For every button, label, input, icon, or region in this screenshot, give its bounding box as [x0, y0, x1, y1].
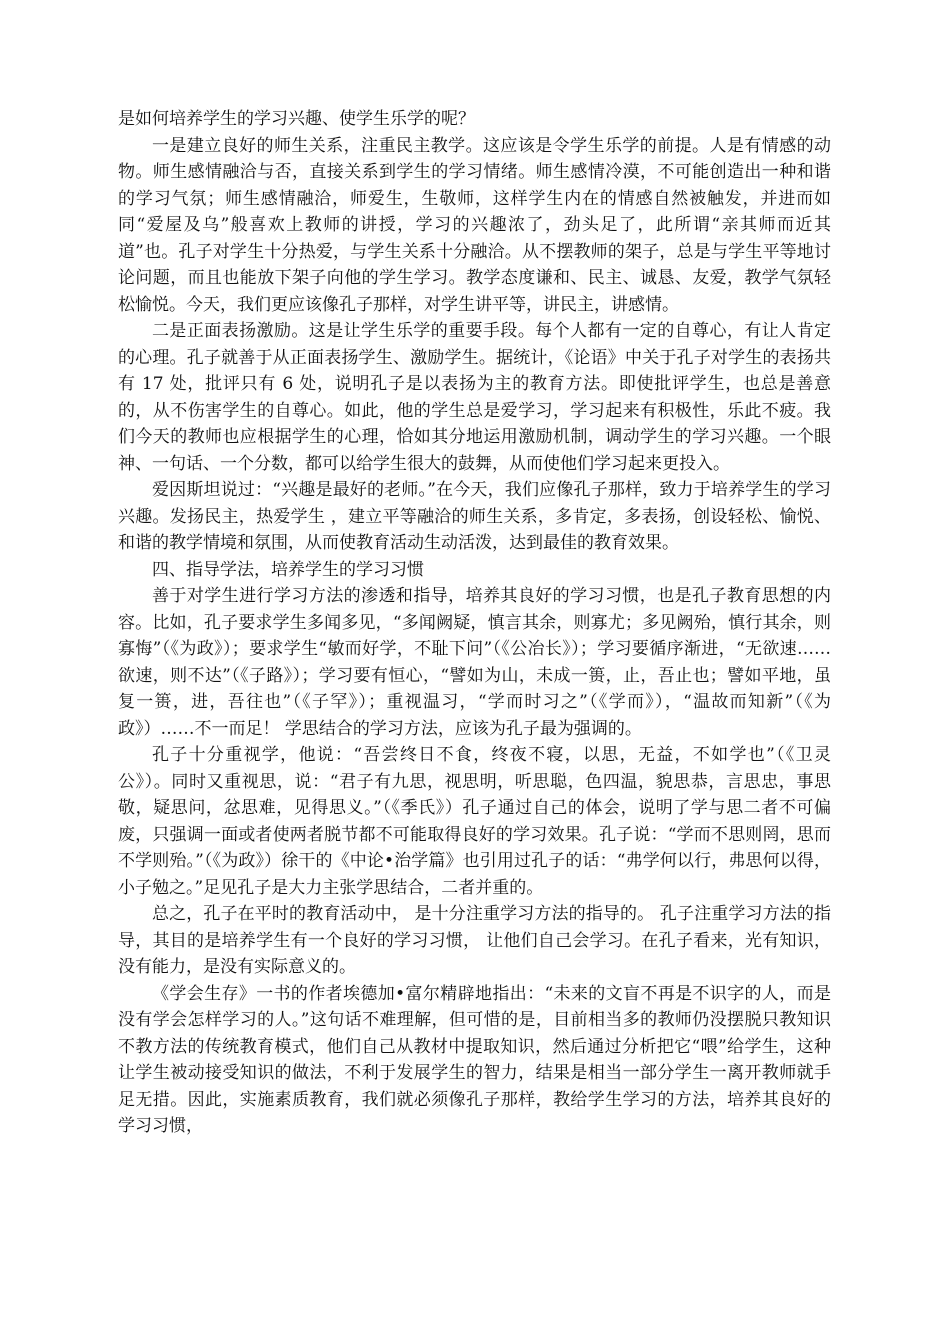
paragraph-learning-and-thinking: 孔子十分重视学，他说：“吾尝终日不食，终夜不寝，以思，无益，不如学也”（《卫灵公》）。同时又重视思，说：“君子有九思，视思明，听思聪，色四温，貌思恭，言思忠，事思敬，疑思问，忿思难，见得思义。”（《季氏》）孔子通过自己的体会，说明了学与思二者不可偏废，只强调一面或者使两者脱节都不可能取得良好的学习效果。孔子说：“学而不思则罔，思而不学则殆。”（《为政》）徐干的《中论•治学篇》也引用过孔子的话：“弗学何以行，弗思何以得，小子勉之。”足见孔子是大力主张学思结合，二者并重的。 [118, 745, 831, 898]
paragraph-einstein-quote: 爱因斯坦说过：“兴趣是最好的老师。”在今天，我们应像孔子那样，致力于培养学生的学习兴趣。发扬民主，热爱学生 ，建立平等融洽的师生关系，多肯定，多表扬，创设轻松、愉悦、和谐的教学情境和氛围，从而使教育活动生动活泼，达到最佳的教育效果。 [118, 480, 831, 553]
paragraph-learning-to-be: 《学会生存》一书的作者埃德加•富尔精辟地指出：“未来的文盲不再是不识字的人，而是没有学会怎样学习的人。”这句话不难理解，但可惜的是，目前相当多的教师仍没摆脱只教知识不教方法的传统教育模式，他们自己从教材中提取知识，然后通过分析把它“喂”给学生，这种让学生被动接受知识的做法，不利于发展学生的智力，结果是相当一部分学生一离开教师就手足无措。因此，实施素质教育，我们就必须像孔子那样，教给学生学习的方法，培养其良好的学习习惯， [118, 983, 831, 1136]
paragraph-summary: 总之，孔子在平时的教育活动中， 是十分注重学习方法的指导的。 孔子注重学习方法的指导，其目的是培养学生有一个良好的学习习惯， 让他们自己会学习。在孔子看来，光有知识，没有能力，是没有实际意义的。 [118, 904, 831, 977]
paragraph-praise-encouragement: 二是正面表扬激励。这是让学生乐学的重要手段。每个人都有一定的自尊心，有让人肯定的心理。孔子就善于从正面表扬学生、激励学生。据统计，《论语》中关于孔子对学生的表扬共有 17 处，批评只有 6 处，说明孔子是以表扬为主的教育方法。即使批评学生，也总是善意的，从不伤害学生的自尊心。如此，他的学生总是爱学习，学习起来有积极性，乐此不疲。我们今天的教师也应根据学生的心理，恰如其分地运用激励机制，调动学生的学习兴趣。一个眼神、一句话、一个分数，都可以给学生很大的鼓舞，从而使他们学习起来更投入。 [118, 321, 831, 474]
paragraph-study-methods: 善于对学生进行学习方法的渗透和指导，培养其良好的学习习惯，也是孔子教育思想的内容。比如，孔子要求学生多闻多见，“多闻阙疑，慎言其余，则寡尤；多见阙殆，慎行其余，则寡悔”（《为政》）；要求学生“敏而好学，不耻下问”（《公冶长》）；学习要循序渐进，“无欲速……欲速，则不达”（《子路》）；学习要有恒心，“譬如为山，未成一篑，止，吾止也；譬如平地，虽复一篑，进，吾往也”（《子罕》）；重视温习，“学而时习之”（《学而》），“温故而知新”（《为政》）……不一而足！ 学思结合的学习方法，应该为孔子最为强调的。 [118, 586, 831, 739]
document-body [118, 106, 831, 1140]
paragraph-intro-question: 是如何培养学生的学习兴趣、使学生乐学的呢？ [118, 109, 475, 129]
paragraph-teacher-student-relation: 一是建立良好的师生关系，注重民主教学。这应该是令学生乐学的前提。人是有情感的动物。师生感情融洽与否，直接关系到学生的学习情绪。师生感情冷漠，不可能创造出一种和谐的学习气氛；师生感情融洽，师爱生，生敬师，这样学生内在的情感自然被触发，并进而如同“爱屋及乌”般喜欢上教师的讲授，学习的兴趣浓了，劲头足了，此所谓“亲其师而近其道”也。孔子对学生十分热爱，与学生关系十分融洽。从不摆教师的架子，总是与学生平等地讨论问题，而且也能放下架子向他的学生学习。教学态度谦和、民主、诚恳、友爱，教学气氛轻松愉悦。今天，我们更应该像孔子那样，对学生讲平等，讲民主，讲感情。 [118, 135, 831, 315]
section-heading-study-methods: 四、指导学法，培养学生的学习习惯 [152, 559, 424, 580]
